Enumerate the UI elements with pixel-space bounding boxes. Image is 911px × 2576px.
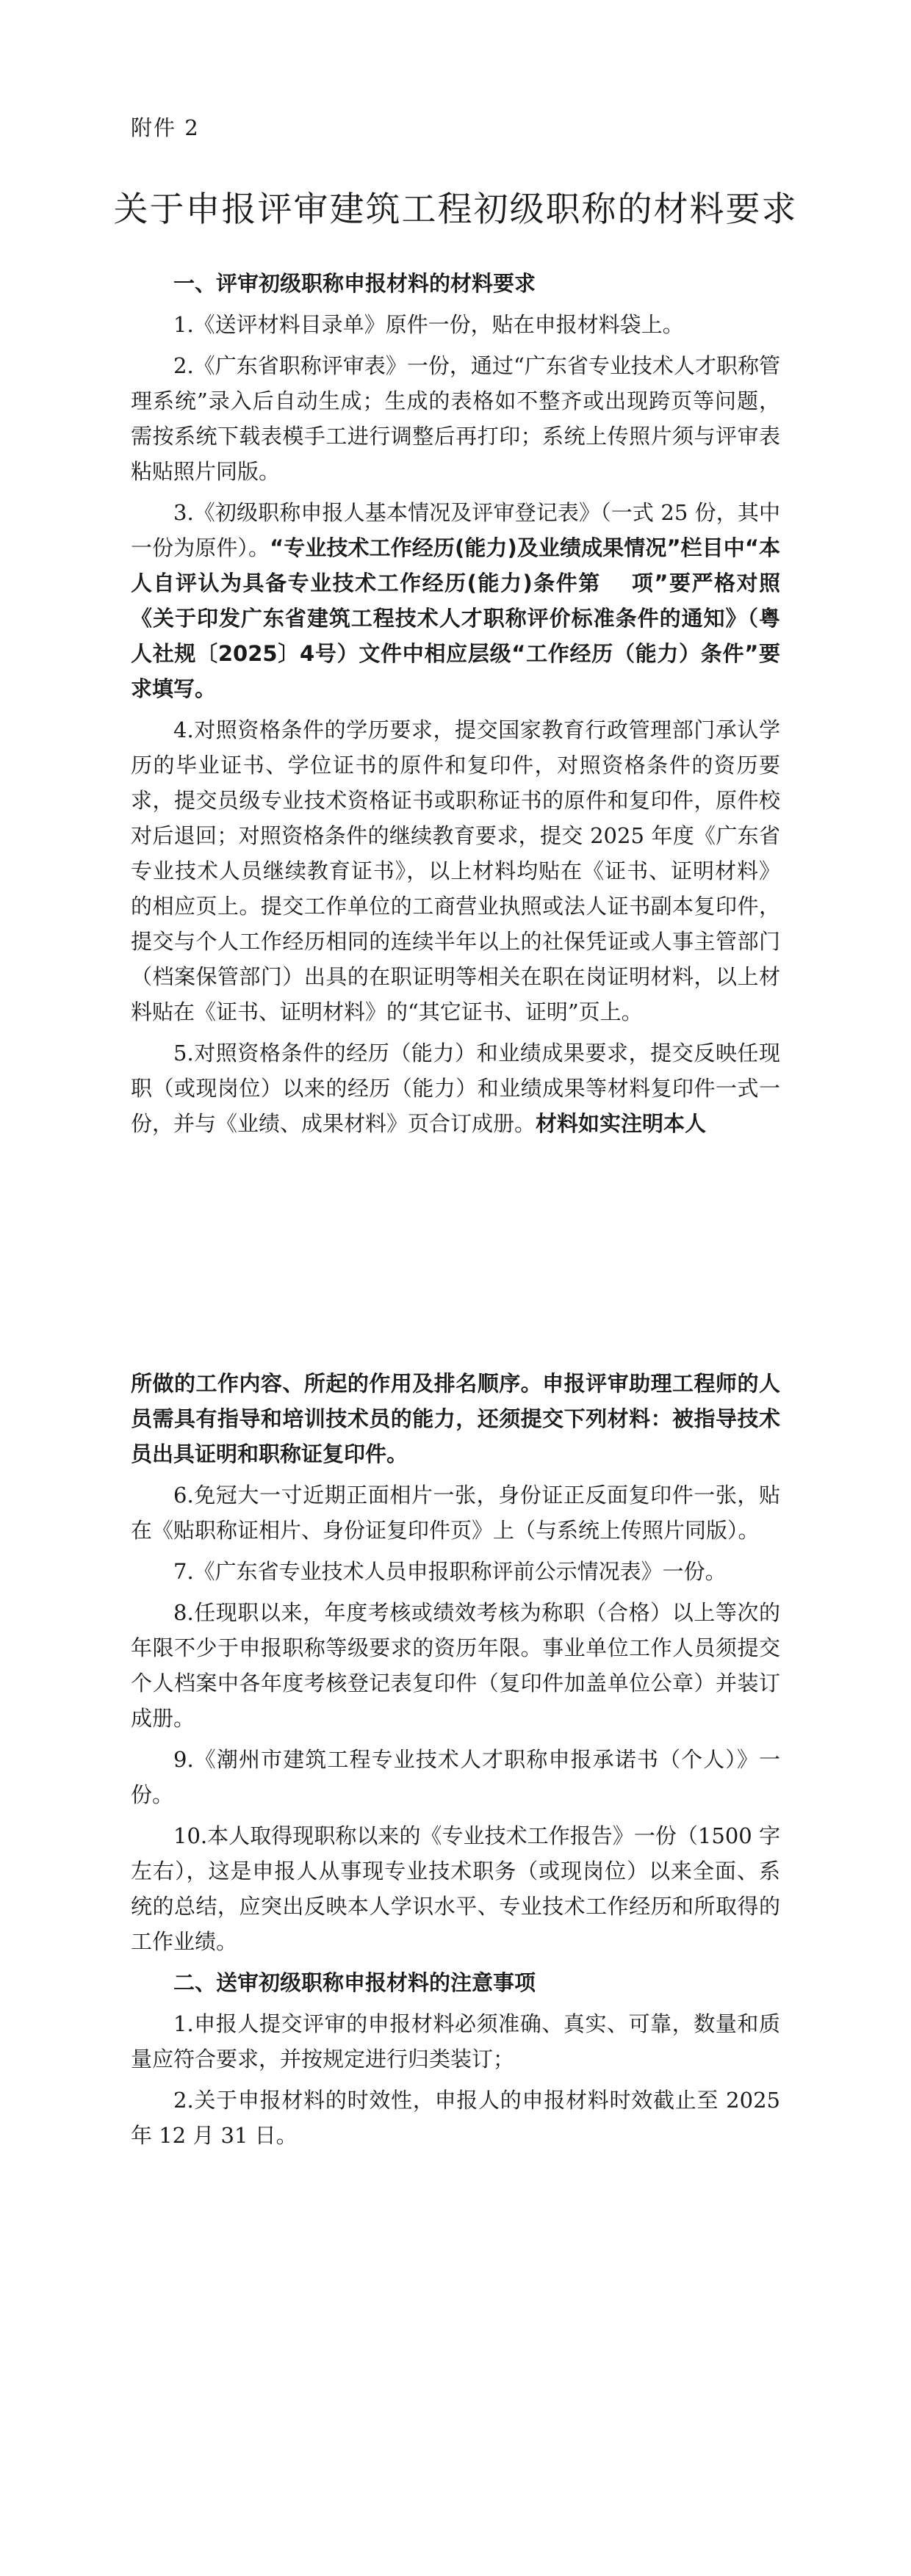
item5-normal-text: 5.对照资格条件的经历（能力）和业绩成果要求，提交反映任现职（或现岗位）以来的经历（能力）和业绩成果等材料复印件一式一份，并与《业绩、成果材料》页合订成册。 xyxy=(131,1041,780,1136)
section1-item-2: 2.《广东省职称评审表》一份，通过“广东省专业技术人才职称管理系统”录入后自动生成；生成的表格如不整齐或出现跨页等问题，需按系统下载表模手工进行调整后再打印；系统上传照片须与评审表粘贴照片同版。 xyxy=(131,353,780,484)
section2-heading: 二、送审初级职称申报材料的注意事项 xyxy=(173,1970,536,1995)
item5-bold-text-a: 材料如实注明本人 xyxy=(536,1111,707,1136)
section1-heading: 一、评审初级职称申报材料的材料要求 xyxy=(173,271,536,296)
section1-item-3 xyxy=(131,495,780,706)
section1-item-5 xyxy=(131,1035,780,1141)
document-title: 关于申报评审建筑工程初级职称的材料要求 xyxy=(113,189,798,230)
section2-item-2: 2.关于申报材料的时效性，申报人的申报材料时效截止至 2025 年 12 月 31 日。 xyxy=(131,2088,780,2148)
upper-block xyxy=(131,266,780,1147)
item3-normal-text: 3.《初级职称申报人基本情况及评审登记表》（一式 25 份，其中一份为原件）。 xyxy=(131,500,780,560)
section2-item-1: 1.申报人提交评审的申报材料必须准确、真实、可靠，数量和质量应符合要求，并按规定进行归类装订； xyxy=(131,2011,780,2072)
lower-block xyxy=(131,1366,780,2159)
section1-item-4: 4.对照资格条件的学历要求，提交国家教育行政管理部门承认学历的毕业证书、学位证书的原件和复印件，对照资格条件的资历要求，提交员级专业技术资格证书或职称证书的原件和复印件，原件校对后退回；对照资格条件的继续教育要求，提交 2025 年度《广东省专业技术人员继续教育证书》，以上材料均贴在《证书、证明材料》的相应页上。提交工作单位的工商营业执照或法人证书副本复印件，提交与个人工作经历相同的连续半年以上的社保凭证或人事主管部门（档案保管部门）出具的在职证明等相关在职在岗证明材料，以上材料贴在《证书、证明材料》的“其它证书、证明”页上。 xyxy=(131,717,780,1024)
section1-item-5-continued: 所做的工作内容、所起的作用及排名顺序。申报评审助理工程师的人员需具有指导和培训技术员的能力，还须提交下列材料：被指导技术员出具证明和职称证复印件。 xyxy=(131,1371,780,1466)
section1-item-10: 10.本人取得现职称以来的《专业技术工作报告》一份（1500 字左右），这是申报人从事现专业技术职务（或现岗位）以来全面、系统的总结，应突出反映本人学识水平、专业技术工作经历和所取得的工作业绩。 xyxy=(131,1823,780,1954)
item3-bold-text: “专业技术工作经历(能力)及业绩成果情况”栏目中“本人自评认为具备专业技术工作经历(能力)条件第 项”要严格对照《关于印发广东省建筑工程技术人才职称评价标准条件的通知》（粤人社规〔2025〕4号）文件中相应层级“工作经历（能力）条件”要求填写。 xyxy=(131,535,780,701)
section1-item-9: 9.《潮州市建筑工程专业技术人才职称申报承诺书（个人）》一份。 xyxy=(131,1747,780,1807)
attachment-label: 附件 2 xyxy=(131,115,200,140)
section1-item-8: 8.任现职以来，年度考核或绩效考核为称职（合格）以上等次的年限不少于申报职称等级要求的资历年限。事业单位工作人员须提交个人档案中各年度考核登记表复印件（复印件加盖单位公章）并装订成册。 xyxy=(131,1600,780,1731)
section1-item-6: 6.免冠大一寸近期正面相片一张，身份证正反面复印件一张，贴在《贴职称证相片、身份证复印件页》上（与系统上传照片同版）。 xyxy=(131,1483,780,1543)
section1-item-7: 7.《广东省专业技术人员申报职称评前公示情况表》一份。 xyxy=(173,1559,727,1584)
section1-item-1: 1.《送评材料目录单》原件一份，贴在申报材料袋上。 xyxy=(173,312,684,337)
